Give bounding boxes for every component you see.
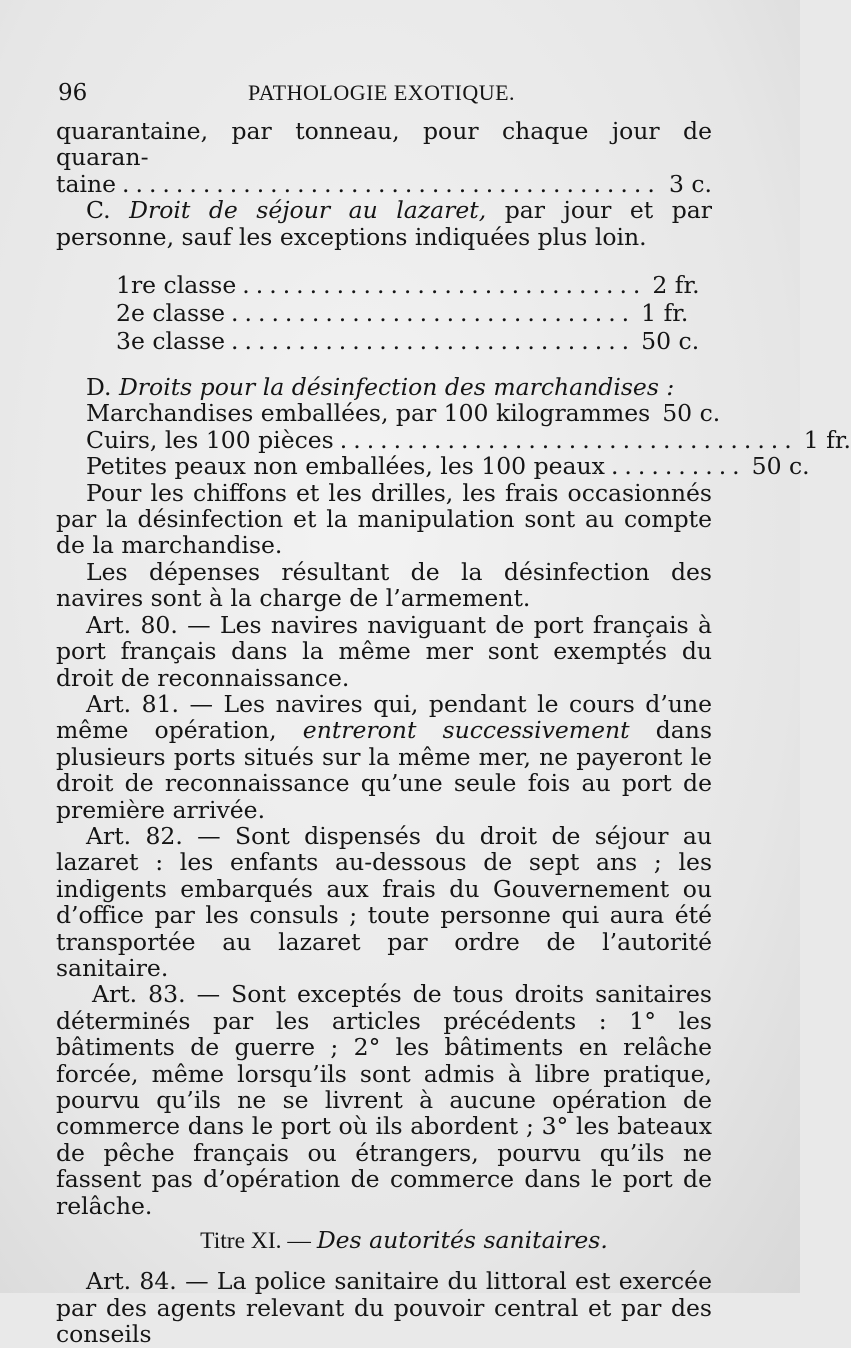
title-xi-heading — [96, 1227, 712, 1254]
goods-fee-row — [56, 425, 851, 454]
dot-leader: .................................. — [339, 425, 798, 454]
fee-label: taine — [56, 169, 117, 198]
page-header — [58, 80, 708, 110]
fee-label: 1re classe — [116, 271, 237, 300]
fee-label: 2e classe — [116, 299, 226, 328]
section-c-title: Droit de séjour au lazaret, — [129, 196, 487, 225]
fee-value: 2 fr. — [652, 271, 700, 300]
class-fee-list — [116, 271, 700, 356]
goods-fee-row — [56, 399, 721, 428]
dot-leader: .............................. — [242, 271, 647, 300]
section-c-paragraph — [56, 197, 712, 250]
section-c-text: par jour et par personne, sauf les exceptions indiquées plus loin. — [56, 196, 712, 251]
ships-disinfection-paragraph: Les dépenses résultant de la désinfection des navires sont à la charge de l’armement. — [56, 557, 712, 613]
page-number: 96 — [58, 80, 88, 106]
fee-value: 1 fr. — [641, 299, 689, 328]
dot-leader: .............................. — [231, 327, 636, 356]
title-xi-title: Des autorités sanitaires. — [316, 1226, 608, 1255]
fee-label: Marchandises emballées, par 100 kilogrammes — [86, 399, 651, 428]
page-body — [56, 117, 851, 1348]
article-81-emphasis: entreront successivement — [302, 716, 630, 745]
article-81 — [56, 691, 712, 823]
fee-label: 3e classe — [116, 327, 226, 356]
fee-value: 3 c. — [668, 169, 712, 198]
article-81-end: dans plusieurs ports situés sur la même mer, ne payeront le droit de reconnaissance qu’une seule fois au port de première arrivée. — [56, 716, 712, 824]
article-82: Art. 82. — Sont dispensés du droit de séjour au lazaret : les enfants au-dessous de sept ans ; les indigents embarqués aux frais du Gouvernement ou d’office par les consuls ; toute personne qui aura été transportée au lazaret par ordre de l’autorité sanitaire. — [56, 821, 712, 982]
title-xi-label: Titre XI. — — [200, 1228, 317, 1255]
dot-leader: ........................................ — [122, 169, 661, 198]
fee-label: Petites peaux non emballées, les 100 peaux — [86, 452, 605, 481]
fee-row — [116, 327, 700, 356]
section-d-heading — [56, 374, 712, 400]
fee-label: Cuirs, les 100 pièces — [86, 425, 334, 454]
dot-leader: .............................. — [231, 299, 636, 328]
article-80: Art. 80. — Les navires naviguant de port français à port français dans la même mer sont exemptés du droit de reconnaissance. — [56, 610, 712, 692]
fee-value: 50 c. — [641, 327, 700, 356]
fee-value: 1 fr. — [803, 425, 851, 454]
fee-row — [116, 271, 700, 300]
fee-value: 50 c. — [662, 399, 721, 428]
continuation-fee-line — [56, 171, 712, 197]
section-c-letter: C. — [86, 196, 111, 225]
fee-value: 50 c. — [751, 452, 810, 481]
article-84: Art. 84. — La police sanitaire du littoral est exercée par des agents relevant du pouvoir central et par des conseils — [56, 1267, 712, 1348]
article-83: Art. 83. — Sont exceptés de tous droits sanitaires déterminés par les articles précédents : 1° les bâtiments de guerre ; 2° les bâtiments en relâche forcée, même lorsqu’ils sont admis à libre pratique, pourvu qu’ils ne se livrent à aucune opération de commerce dans le port où ils abordent ; 3° les bateaux de pêche français ou étrangers, pourvu qu’ils ne fassent pas d’opération de commerce dans le port de relâche. — [56, 980, 712, 1220]
article-81-start: Art. 81. — Les navires qui, pendant le cours d’une même opération, — [56, 689, 712, 745]
running-title: PATHOLOGIE EXOTIQUE. — [248, 80, 516, 105]
dot-leader: .......... — [610, 452, 746, 481]
rags-paragraph: Pour les chiffons et les drilles, les frais occasionnés par la désinfection et la manipulation sont au compte de la marchandise. — [56, 478, 712, 560]
fee-row — [116, 299, 689, 328]
section-d-title: Droits pour la désinfection des marchandises : — [118, 373, 675, 402]
section-d-letter: D. — [86, 373, 112, 402]
goods-fee-row — [56, 452, 810, 481]
continuation-line: quarantaine, par tonneau, pour chaque jour de quaran- — [56, 117, 712, 172]
